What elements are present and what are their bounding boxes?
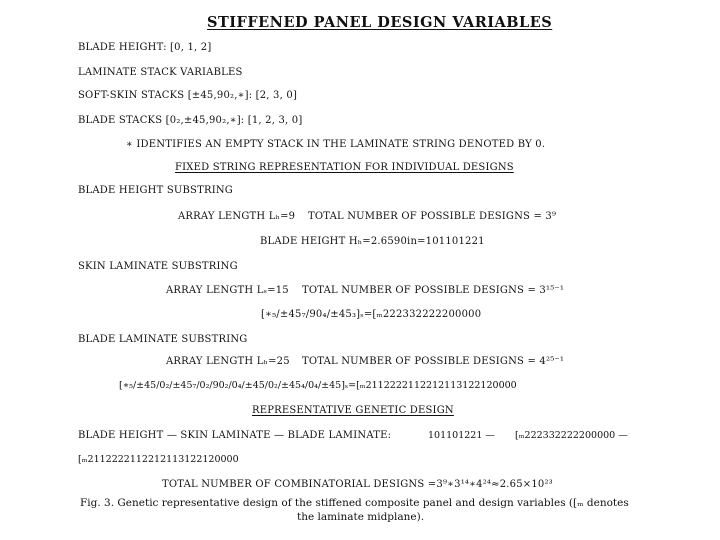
blade-stacks: BLADE STACKS [0₂,±45,90₂,∗]: [1, 2, 3, 0]: [78, 115, 303, 126]
representative-blade-height-value: 101101221 —: [428, 430, 495, 441]
skin-laminate-example: [∗₅/±45₇/90₄/±45₃]ₛ=[ₘ222332222200000: [261, 309, 482, 320]
skin-laminate-substring-label: SKIN LAMINATE SUBSTRING: [78, 261, 238, 272]
fixed-string-heading: FIXED STRING REPRESENTATION FOR INDIVIDUAL DESIGNS: [175, 162, 514, 173]
blade-laminate-example: [∗₅/±45/0₂/±45₇/0₂/90₂/0₄/±45/0₂/±45₄/0₄/±45]ₛ=[ₘ2112222112212113122120000: [119, 380, 517, 391]
representative-blade-laminate-value: [ₘ2112222112212113122120000: [78, 454, 239, 465]
skin-laminate-array-length: ARRAY LENGTH Lₛ=15: [166, 285, 289, 296]
blade-height-variable: BLADE HEIGHT: [0, 1, 2]: [78, 42, 212, 53]
combinatorial-designs-total: TOTAL NUMBER OF COMBINATORIAL DESIGNS =3⁹∗3¹⁴∗4²⁴≈2.65×10²³: [162, 479, 553, 490]
blade-height-total-designs: TOTAL NUMBER OF POSSIBLE DESIGNS = 3⁹: [308, 211, 557, 222]
figure-caption-line-2: the laminate midplane).: [297, 511, 425, 523]
blade-laminate-total-designs: TOTAL NUMBER OF POSSIBLE DESIGNS = 4²⁵⁻¹: [302, 356, 565, 367]
blade-height-example: BLADE HEIGHT Hₕ=2.6590in=101101221: [260, 236, 485, 247]
figure-caption-line-1: Fig. 3. Genetic representative design of the stiffened composite panel and design variables ([ₘ denotes: [80, 497, 629, 509]
representative-line-label: BLADE HEIGHT — SKIN LAMINATE — BLADE LAMINATE:: [78, 430, 392, 441]
blade-laminate-array-length: ARRAY LENGTH Lₕ=25: [166, 356, 290, 367]
laminate-stack-variables-heading: LAMINATE STACK VARIABLES: [78, 67, 243, 78]
representative-skin-laminate-value: [ₘ222332222200000 —: [515, 430, 628, 441]
blade-height-array-length: ARRAY LENGTH Lₕ=9: [178, 211, 296, 222]
blade-laminate-substring-label: BLADE LAMINATE SUBSTRING: [78, 334, 248, 345]
soft-skin-stacks: SOFT-SKIN STACKS [±45,90₂,∗]: [2, 3, 0]: [78, 90, 298, 101]
empty-stack-note: ∗ IDENTIFIES AN EMPTY STACK IN THE LAMINATE STRING DENOTED BY 0.: [126, 139, 546, 150]
blade-height-substring-label: BLADE HEIGHT SUBSTRING: [78, 185, 234, 196]
representative-design-heading: REPRESENTATIVE GENETIC DESIGN: [252, 405, 454, 416]
page-title: STIFFENED PANEL DESIGN VARIABLES: [207, 14, 553, 31]
skin-laminate-total-designs: TOTAL NUMBER OF POSSIBLE DESIGNS = 3¹⁵⁻¹: [302, 285, 565, 296]
